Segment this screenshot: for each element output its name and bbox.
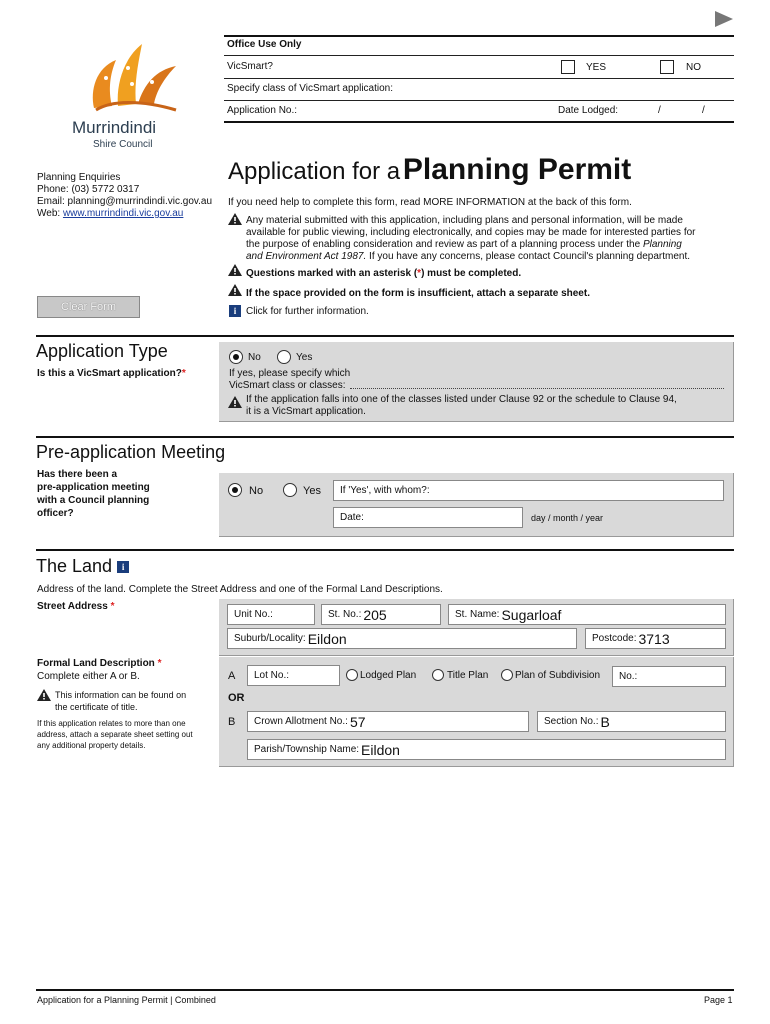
- office-yes-label: YES: [586, 62, 607, 73]
- section-no-input[interactable]: [537, 711, 726, 732]
- relates-note-3: any additional property details.: [37, 741, 146, 750]
- land-intro: Address of the land. Complete the Street Address and one of the Formal Land Descriptions.: [37, 584, 443, 595]
- pre-app-no-radio[interactable]: [228, 483, 242, 497]
- parish-name-value: Eildon: [361, 741, 400, 758]
- material-4b: If you have any concerns, please contact Council's planning department.: [366, 251, 691, 262]
- title-main: Planning Permit: [402, 153, 632, 186]
- suburb-value: Eildon: [307, 630, 347, 647]
- asterisk-note: [246, 268, 521, 279]
- office-yes-checkbox[interactable]: [561, 60, 575, 74]
- material-line-2: available for public viewing, including electronically, and copies may be made for interested parties for: [246, 227, 696, 238]
- vicsmart-question: [37, 368, 186, 379]
- street-name-value: Sugarloaf: [501, 606, 562, 623]
- crown-allotment-value: 57: [349, 713, 366, 730]
- date-format-hint: day / month / year: [531, 513, 604, 523]
- page-title: [228, 153, 631, 187]
- logo-name: Murrindindi: [72, 118, 157, 137]
- meeting-date-input[interactable]: [333, 507, 523, 528]
- land-info-icon[interactable]: i: [117, 561, 129, 573]
- contact-web: [37, 208, 183, 219]
- formal-star: *: [157, 658, 162, 669]
- vicsmart-classes-input[interactable]: [350, 388, 724, 389]
- crown-allotment-label: Crown Allotment No.:: [254, 716, 348, 727]
- web-link[interactable]: www.murrindindi.vic.gov.au: [62, 208, 184, 219]
- parish-name-label: Parish/Township Name:: [254, 744, 360, 755]
- specify-line-2: VicSmart class or classes:: [229, 380, 346, 391]
- street-no-label: St. No.:: [328, 609, 362, 620]
- warning-icon: [37, 689, 51, 701]
- material-4a: and Environment Act 1987.: [246, 251, 367, 262]
- land-rule: [36, 549, 734, 551]
- title-plan-radio[interactable]: [432, 669, 444, 681]
- web-label: Web:: [37, 208, 61, 219]
- application-type-title: Application Type: [36, 341, 168, 361]
- or-label: OR: [228, 692, 245, 704]
- relates-note-2: address, attach a separate sheet setting out: [37, 730, 193, 739]
- vicsmart-no-label: No: [248, 352, 261, 363]
- contact-phone: Phone: (03) 5772 0317: [37, 184, 140, 195]
- vicsmart-label: VicSmart?: [227, 61, 273, 72]
- office-rule-1: [224, 55, 734, 56]
- postcode-input[interactable]: [585, 628, 726, 649]
- certificate-note-2: the certificate of title.: [55, 702, 138, 712]
- vicsmart-note-2: it is a VicSmart application.: [246, 406, 366, 417]
- certificate-note-1: This information can be found on: [55, 690, 187, 700]
- street-name-input[interactable]: [448, 604, 726, 625]
- office-top-rule: [224, 35, 734, 37]
- street-address-text: Street Address: [37, 601, 108, 612]
- lodged-plan-label: Lodged Plan: [360, 670, 417, 681]
- contact-enquiries: Planning Enquiries: [37, 172, 121, 183]
- vicsmart-note-1: If the application falls into one of the classes listed under Clause 92 or the schedule to Clause 94,: [246, 394, 677, 405]
- asterisk-note-b: ) must be completed.: [421, 268, 522, 279]
- app-type-rule: [36, 335, 734, 337]
- warning-icon: [228, 284, 242, 296]
- lodged-plan-radio[interactable]: [346, 669, 358, 681]
- vicsmart-yes-label: Yes: [296, 352, 313, 363]
- pre-app-q1: Has there been a: [37, 469, 118, 480]
- plan-no-label: No.:: [619, 671, 638, 682]
- contact-email: Email: planning@murrindindi.vic.gov.au: [37, 196, 213, 207]
- clear-form-label: Clear Form: [60, 301, 116, 313]
- vicsmart-question-text: Is this a VicSmart application?: [37, 368, 182, 379]
- street-no-value: 205: [363, 606, 387, 623]
- plan-subdivision-label: Plan of Subdivision: [515, 670, 601, 681]
- next-page-arrow-icon[interactable]: [713, 10, 735, 28]
- office-no-label: NO: [686, 62, 701, 73]
- office-rule-3: [224, 100, 734, 101]
- pre-app-rule: [36, 436, 734, 438]
- pre-app-yes-radio[interactable]: [283, 483, 297, 497]
- footer-page: Page 1: [704, 995, 733, 1005]
- formal-description-label: [37, 658, 161, 669]
- office-bottom-rule: [224, 121, 734, 123]
- meeting-date-label: Date:: [340, 512, 364, 523]
- application-no-label: Application No.:: [227, 105, 298, 116]
- complete-either-label: Complete either A or B.: [37, 671, 140, 682]
- with-whom-input[interactable]: [333, 480, 724, 501]
- space-note: If the space provided on the form is insufficient, attach a separate sheet.: [246, 288, 590, 299]
- section-no-label: Section No.:: [544, 716, 599, 727]
- specify-line-1: If yes, please specify which: [229, 368, 351, 379]
- asterisk-star: *: [417, 268, 422, 279]
- plan-subdivision-radio[interactable]: [501, 669, 513, 681]
- material-3b: Planning: [642, 239, 682, 250]
- date-lodged-label: Date Lodged:: [558, 105, 619, 116]
- formal-description-text: Formal Land Description: [37, 658, 155, 669]
- material-line-4: [246, 251, 690, 262]
- footer-rule: [36, 989, 734, 991]
- pre-app-q4: officer?: [37, 508, 74, 519]
- plan-no-input[interactable]: [612, 666, 726, 687]
- date-slash-1: /: [658, 105, 661, 116]
- pre-application-title: Pre-application Meeting: [36, 442, 226, 462]
- specify-class-label: Specify class of VicSmart application:: [227, 83, 394, 94]
- street-name-label: St. Name:: [455, 609, 500, 620]
- title-prefix: Application for a: [228, 158, 401, 185]
- pre-app-no-label: No: [249, 485, 264, 497]
- street-address-label: [37, 601, 114, 612]
- crown-allotment-input[interactable]: [247, 711, 529, 732]
- office-no-checkbox[interactable]: [660, 60, 674, 74]
- with-whom-label: If 'Yes', with whom?:: [340, 485, 430, 496]
- unit-no-input[interactable]: [227, 604, 315, 625]
- the-land-title-text: The Land: [36, 556, 113, 576]
- suburb-label: Suburb/Locality:: [234, 633, 306, 644]
- option-a-label: A: [228, 670, 236, 682]
- pre-app-q2: pre-application meeting: [37, 482, 150, 493]
- clear-form-button[interactable]: [37, 296, 140, 318]
- postcode-label: Postcode:: [592, 633, 637, 644]
- street-address-star: *: [110, 601, 115, 612]
- help-text: If you need help to complete this form, read MORE INFORMATION at the back of this form.: [228, 197, 632, 208]
- parish-name-input[interactable]: [247, 739, 726, 760]
- material-line-3: [246, 239, 682, 250]
- date-slash-2: /: [702, 105, 705, 116]
- office-use-label: Office Use Only: [227, 39, 302, 50]
- warning-icon: [228, 396, 242, 408]
- pre-app-yes-label: Yes: [303, 485, 321, 497]
- lot-no-input[interactable]: [247, 665, 340, 686]
- warning-icon: [228, 213, 242, 225]
- office-rule-2: [224, 78, 734, 79]
- postcode-value: 3713: [638, 630, 670, 647]
- street-no-input[interactable]: [321, 604, 441, 625]
- pre-app-q3: with a Council planning: [37, 495, 150, 506]
- logo-subtitle: Shire Council: [93, 139, 153, 150]
- relates-note-1: If this application relates to more than one: [37, 719, 186, 728]
- asterisk-note-a: Questions marked with an asterisk (: [246, 268, 418, 279]
- material-line-1: Any material submitted with this application, including plans and personal information, will be made: [246, 215, 683, 226]
- warning-icon: [228, 264, 242, 276]
- option-b-label: B: [228, 716, 236, 728]
- vicsmart-star: *: [181, 368, 186, 379]
- material-3a: the purpose of enabling consideration and review as part of a planning process under the: [246, 239, 641, 250]
- suburb-input[interactable]: [227, 628, 577, 649]
- title-plan-label: Title Plan: [447, 670, 489, 681]
- section-no-value: B: [600, 713, 610, 730]
- vicsmart-yes-radio[interactable]: [277, 350, 291, 364]
- lot-no-label: Lot No.:: [254, 670, 290, 681]
- click-info-text: Click for further information.: [246, 306, 369, 317]
- the-land-title: [36, 556, 129, 577]
- info-icon[interactable]: i: [229, 305, 241, 317]
- vicsmart-no-radio[interactable]: [229, 350, 243, 364]
- footer-left: Application for a Planning Permit | Combined: [37, 995, 216, 1005]
- unit-no-label: Unit No.:: [234, 609, 273, 620]
- council-logo: [72, 38, 202, 150]
